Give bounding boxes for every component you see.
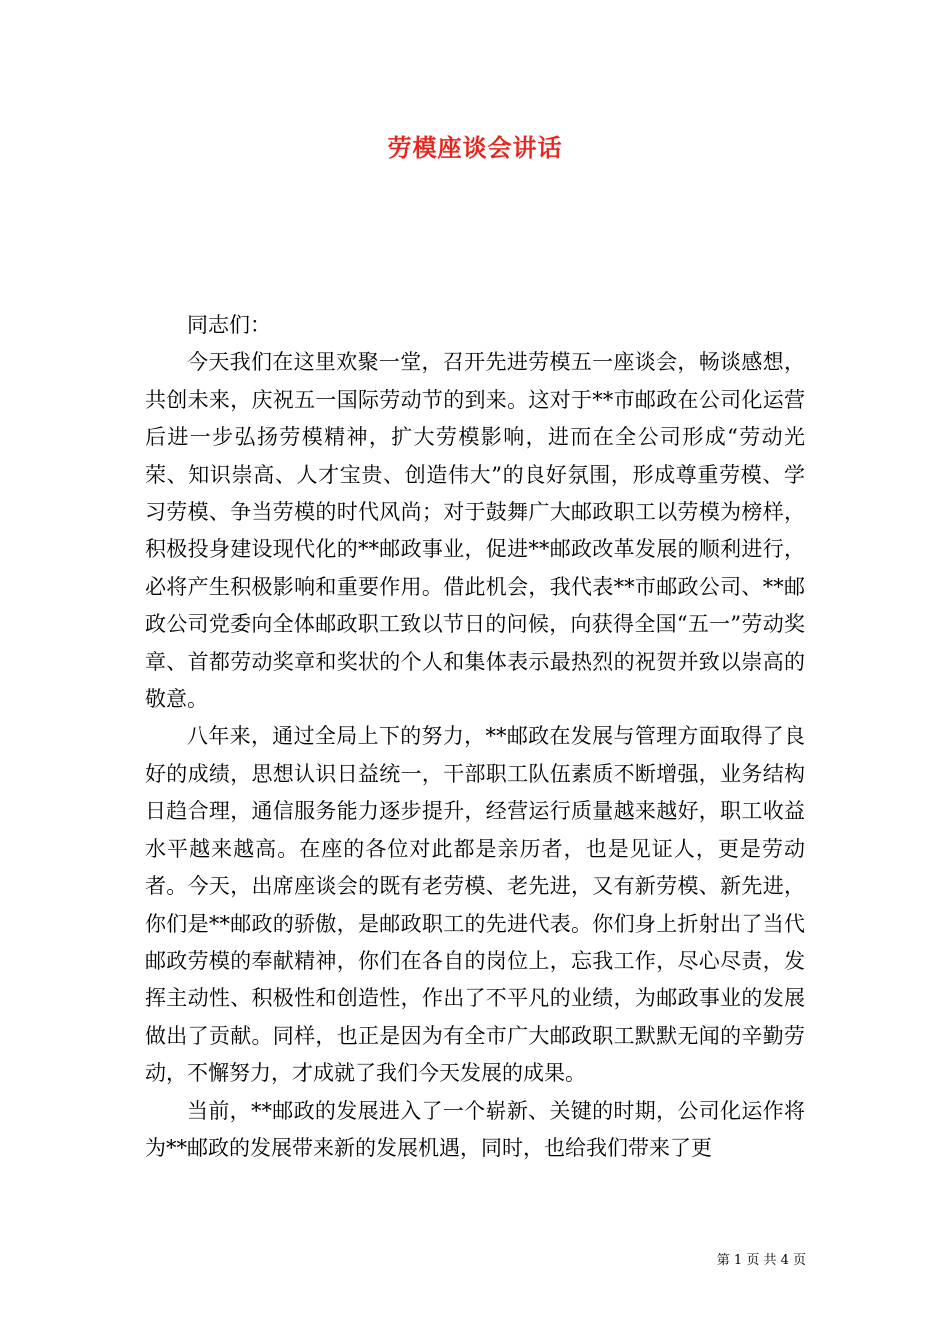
page-number: 第 1 页 共 4 页 bbox=[716, 1253, 806, 1268]
body-paragraph: 当前，**邮政的发展进入了一个崭新、关键的时期，公司化运作将为**邮政的发展带来新的发展机遇，同时，也给我们带来了更 bbox=[145, 1098, 805, 1160]
body-paragraph: 八年来，通过全局上下的努力，**邮政在发展与管理方面取得了良好的成绩，思想认识日益统一，干部职工队伍素质不断增强，业务结构日趋合理，通信服务能力逐步提升，经营运行质量越来越好，职工收益水平越来越高。在座的各位对此都是亲历者，也是见证人，更是劳动者。今天，出席座谈会的既有老劳模、老先进，又有新劳模、新先进，你们是**邮政的骄傲，是邮政职工的先进代表。你们身上折射出了当代邮政劳模的奉献精神，你们在各自的岗位上，忘我工作，尽心尽责，发挥主动性、积极性和创造性，作出了不平凡的业绩，为邮政事业的发展做出了贡献。同样，也正是因为有全市广大邮政职工默默无闻的辛勤劳动，不懈努力，才成就了我们今天发展的成果。 bbox=[145, 724, 805, 1086]
document-title: 劳模座谈会讲话 bbox=[387, 133, 563, 162]
body-paragraph: 今天我们在这里欢聚一堂，召开先进劳模五一座谈会，畅谈感想，共创未来，庆祝五一国际劳动节的到来。这对于**市邮政在公司化运营后进一步弘扬劳模精神，扩大劳模影响，进而在全公司形成“劳动光荣、知识崇高、人才宝贵、创造伟大”的良好氛围，形成尊重劳模、学习劳模、争当劳模的时代风尚；对于鼓舞广大邮政职工以劳模为榜样，积极投身建设现代化的**邮政事业，促进**邮政改革发展的顺利进行，必将产生积极影响和重要作用。借此机会，我代表**市邮政公司、**邮政公司党委向全体邮政职工致以节日的问候，向获得全国“五一”劳动奖章、首都劳动奖章和奖状的个人和集体表示最热烈的祝贺并致以崇高的敬意。 bbox=[145, 350, 805, 712]
salutation-paragraph: 同志们： bbox=[187, 313, 271, 337]
document-body bbox=[145, 307, 805, 1167]
